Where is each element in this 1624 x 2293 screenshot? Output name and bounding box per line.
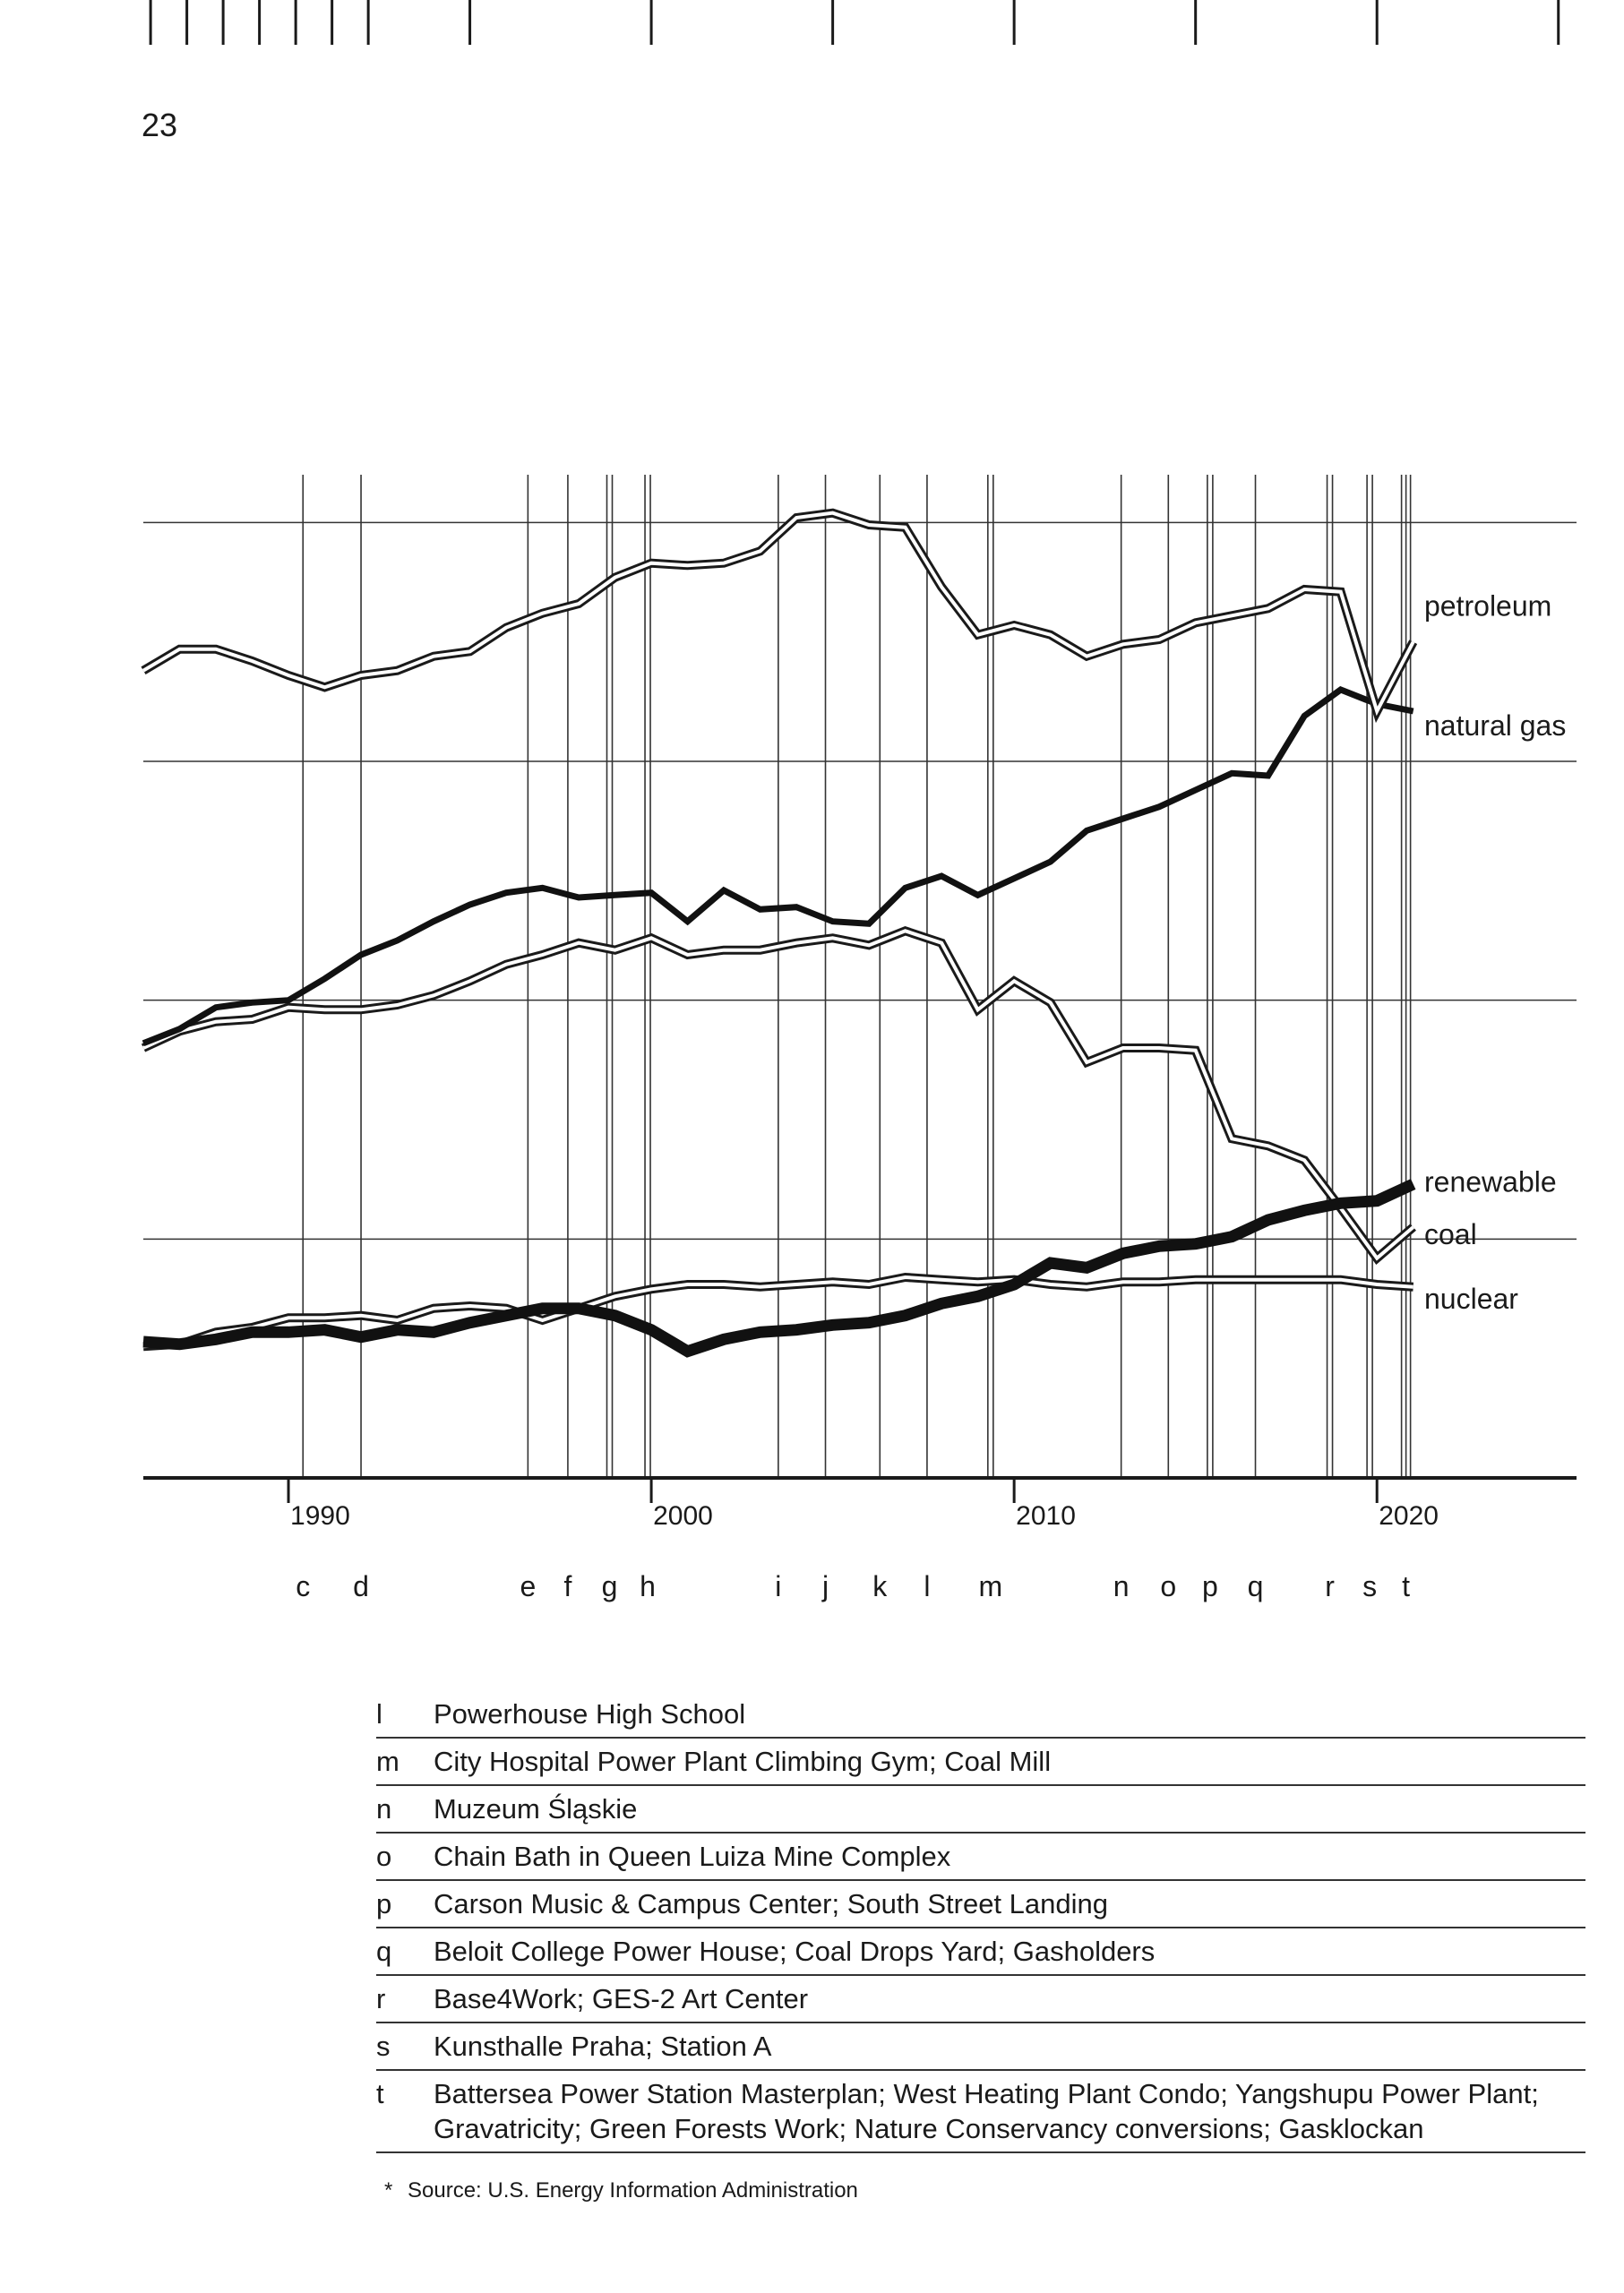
marker-letter-h: h bbox=[640, 1570, 656, 1602]
marker-letter-m: m bbox=[978, 1570, 1003, 1602]
legend-letter: n bbox=[376, 1793, 392, 1825]
legend-item bbox=[376, 1739, 1585, 1786]
legend-text: Kunsthalle Praha; Station A bbox=[434, 2031, 772, 2062]
legend-letter: p bbox=[376, 1888, 392, 1919]
grid bbox=[143, 522, 1577, 1239]
legend-item bbox=[376, 1976, 1585, 2023]
marker-letter-g: g bbox=[601, 1570, 618, 1602]
marker-letter-j: j bbox=[821, 1570, 829, 1602]
legend-list bbox=[376, 1691, 1585, 2153]
legend-text: Carson Music & Campus Center; South Street Landing bbox=[434, 1888, 1108, 1919]
series-label-petroleum: petroleum bbox=[1424, 589, 1552, 623]
marker-letter-k: k bbox=[872, 1570, 888, 1602]
marker-letters bbox=[296, 1570, 1410, 1602]
legend-text: Muzeum Śląskie bbox=[434, 1793, 638, 1825]
marker-letter-s: s bbox=[1362, 1570, 1378, 1602]
source-note bbox=[384, 2178, 858, 2203]
marker-letter-o: o bbox=[1160, 1570, 1177, 1602]
legend-item bbox=[376, 2023, 1585, 2071]
legend-text: Chain Bath in Queen Luiza Mine Complex bbox=[434, 1841, 951, 1872]
legend-letter: m bbox=[376, 1746, 400, 1777]
series-labels bbox=[1424, 590, 1566, 1315]
marker-letter-r: r bbox=[1325, 1570, 1335, 1602]
legend-letter: q bbox=[376, 1936, 392, 1967]
legend-text: Base4Work; GES-2 Art Center bbox=[434, 1983, 809, 2014]
x-axis bbox=[143, 1478, 1577, 1531]
legend-letter: l bbox=[376, 1698, 382, 1730]
marker-letter-p: p bbox=[1201, 1570, 1218, 1602]
legend-letter: t bbox=[376, 2078, 384, 2109]
legend-letter: o bbox=[376, 1841, 392, 1872]
source-text: Source: U.S. Energy Information Administration bbox=[408, 2178, 858, 2203]
legend-letter: r bbox=[376, 1983, 386, 2014]
legend-text: City Hospital Power Plant Climbing Gym; Coal Mill bbox=[434, 1746, 1052, 1777]
x-tick-label: 2020 bbox=[1379, 1501, 1439, 1531]
legend-item bbox=[376, 1881, 1585, 1928]
marker-letter-f: f bbox=[563, 1570, 572, 1602]
x-tick-label: 1990 bbox=[290, 1501, 350, 1531]
legend-text: Beloit College Power House; Coal Drops Yard; Gasholders bbox=[434, 1936, 1156, 1967]
legend-item bbox=[376, 1928, 1585, 1976]
marker-letter-i: i bbox=[775, 1570, 782, 1602]
legend-letter: s bbox=[376, 2031, 391, 2062]
legend-text: Powerhouse High School bbox=[434, 1698, 746, 1730]
legend-item bbox=[376, 1691, 1585, 1739]
page-number: 23 bbox=[142, 107, 178, 143]
source-asterisk: * bbox=[384, 2178, 393, 2203]
series-label-renewable: renewable bbox=[1424, 1165, 1557, 1198]
marker-letter-q: q bbox=[1247, 1570, 1264, 1602]
legend-item bbox=[376, 1786, 1585, 1834]
marker-letter-n: n bbox=[1113, 1570, 1130, 1602]
x-tick-label: 2010 bbox=[1016, 1501, 1076, 1531]
marker-letter-c: c bbox=[296, 1570, 311, 1602]
series-label-coal: coal bbox=[1424, 1218, 1477, 1250]
legend-text: Battersea Power Station Masterplan; West Heating Plant Condo; Yangshupu Power Plant; Gravatricity; Green Forests Work; Nature Conservancy conversions; Gasklockan bbox=[434, 2078, 1539, 2144]
series-label-natural-gas: natural gas bbox=[1424, 709, 1567, 742]
marker-letter-d: d bbox=[353, 1570, 369, 1602]
marker-letter-l: l bbox=[924, 1570, 931, 1602]
top-tick-marks bbox=[150, 0, 1559, 45]
marker-letter-t: t bbox=[1402, 1570, 1411, 1602]
series-label-nuclear: nuclear bbox=[1424, 1283, 1518, 1315]
legend-item bbox=[376, 1834, 1585, 1881]
x-tick-label: 2000 bbox=[653, 1501, 713, 1531]
legend-item bbox=[376, 2071, 1585, 2153]
marker-letter-e: e bbox=[520, 1570, 537, 1602]
